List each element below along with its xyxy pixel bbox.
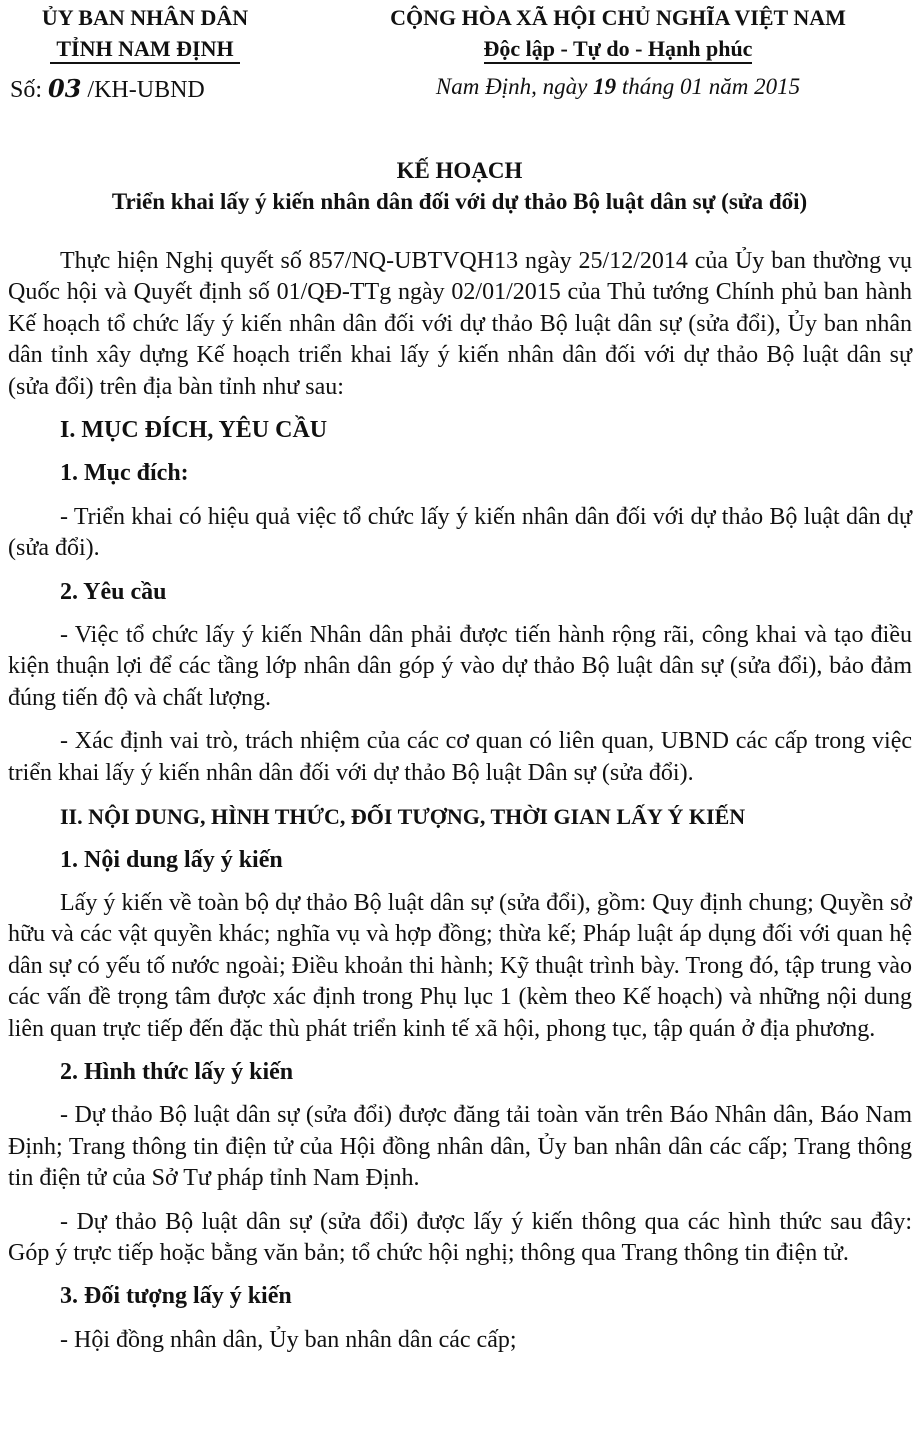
section-1-2-heading: 2. Yêu cầu [60,578,167,605]
section-1-1-heading: 1. Mục đích: [60,460,189,487]
agency-name: ỦY BAN NHÂN DÂN [41,5,249,30]
paragraph: Lấy ý kiến về toàn bộ dự thảo Bộ luật dân sự (sửa đổi), gồm: Quy định chung; Quyền sở hữu và các vật quyền khác; nghĩa vụ và hợp đồng; thừa kế; Pháp luật áp dụng đối với quan hệ dân sự có yếu tố nước ngoài; Điều khoản thi hành; Kỹ thuật trình bày. Trong đó, tập trung vào các vấn đề trọng tâm được xác định trong Phụ lục 1 (kèm theo Kế hoạch) và những nội dung liên quan trực tiếp đến đặc thù phát triển kinh tế xã hội, phong tục, tập quán ở địa phương. [8,889,912,1042]
handwritten-day: 19 [593,74,617,99]
title-line-2: Triển khai lấy ý kiến nhân dân đối với dự thảo Bộ luật dân sự (sửa đổi) [111,189,808,214]
document-title [0,155,919,217]
handwritten-number: 03 [48,74,82,103]
national-motto-header [318,2,918,64]
intro-paragraph: Thực hiện Nghị quyết số 857/NQ-UBTVQH13 ngày 25/12/2014 của Ủy ban thường vụ Quốc hội và Quyết định số 01/QĐ-TTg ngày 02/01/2015 của Thủ tướng Chính phủ ban hành Kế hoạch tổ chức lấy ý kiến nhân dân đối với dự thảo Bộ luật dân sự (sửa đổi), Ủy ban nhân dân tỉnh xây dựng Kế hoạch triển khai lấy ý kiến nhân dân đối với dự thảo Bộ luật dân sự (sửa đổi) trên địa bàn tỉnh như sau: [8,248,912,400]
province-name: TỈNH NAM ĐỊNH [50,36,239,64]
issuing-agency-header [0,2,290,64]
document-body [8,246,912,1368]
title-line-1: KẾ HOẠCH [396,158,523,183]
paragraph: - Dự thảo Bộ luật dân sự (sửa đổi) được đăng tải toàn văn trên Báo Nhân dân, Báo Nam Định; Trang thông tin điện tử của Hội đồng nhân dân, Ủy ban nhân dân các cấp; Trang thông tin điện tử của Sở Tư pháp tỉnh Nam Định. [8,1102,912,1192]
section-2-2-heading: 2. Hình thức lấy ý kiến [60,1058,294,1085]
paragraph: - Việc tổ chức lấy ý kiến Nhân dân phải được tiến hành rộng rãi, công khai và tạo điều kiện thuận lợi để các tầng lớp nhân dân góp ý vào dự thảo Bộ luật dân sự (sửa đổi), bảo đảm đúng tiến độ và chất lượng. [8,622,912,711]
paragraph: - Triển khai có hiệu quả việc tổ chức lấy ý kiến nhân dân đối với dự thảo Bộ luật dân dự (sửa đổi). [8,503,912,562]
document-number: Số: 03 /KH-UBND [10,74,205,103]
section-2-heading: II. NỘI DUNG, HÌNH THỨC, ĐỐI TƯỢNG, THỜI GIAN LẤY Ý KIẾN [60,804,746,830]
paragraph: - Dự thảo Bộ luật dân sự (sửa đổi) được lấy ý kiến thông qua các hình thức sau đây: Góp ý trực tiếp hoặc bằng văn bản; tổ chức hội nghị; thông qua Trang thông tin điện tử. [8,1208,912,1266]
paragraph: - Xác định vai trò, trách nhiệm của các cơ quan có liên quan, UBND các cấp trong việc triển khai lấy ý kiến nhân dân đối với dự thảo Bộ luật Dân sự (sửa đổi). [8,728,912,786]
paragraph: - Hội đồng nhân dân, Ủy ban nhân dân các cấp; [60,1326,517,1353]
motto: Độc lập - Tự do - Hạnh phúc [484,36,753,64]
section-2-3-heading: 3. Đối tượng lấy ý kiến [60,1283,292,1310]
country-name: CỘNG HÒA XÃ HỘI CHỦ NGHĨA VIỆT NAM [390,5,846,30]
document-date: Nam Định, ngày 19 tháng 01 năm 2015 [435,74,801,99]
section-1-heading: I. MỤC ĐÍCH, YÊU CẦU [60,417,328,444]
section-2-1-heading: 1. Nội dung lấy ý kiến [60,846,283,873]
